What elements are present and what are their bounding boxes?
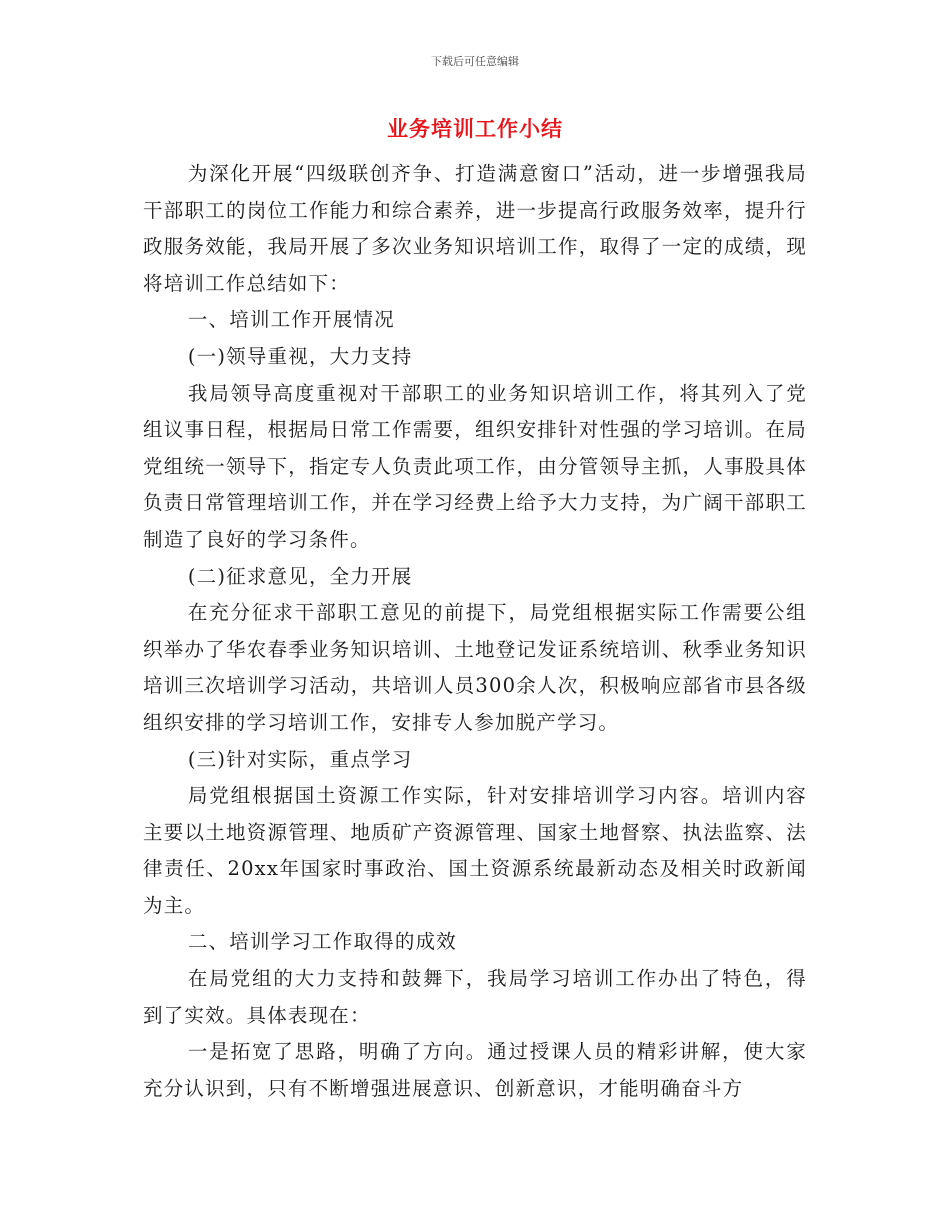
subsection-heading-1: (一)领导重视，大力支持 bbox=[187, 344, 413, 368]
header-note: 下载后可任意编辑 bbox=[431, 55, 519, 68]
section-heading-1: 一、培训工作开展情况 bbox=[187, 308, 395, 332]
paragraph-results: 在局党组的大力支持和鼓舞下，我局学习培训工作办出了特色，得到了实效。具体表现在： bbox=[143, 967, 807, 1027]
subsection-heading-2: (二)征求意见，全力开展 bbox=[187, 564, 413, 588]
paragraph-leadership: 我局领导高度重视对干部职工的业务知识培训工作，将其列入了党组议事日程，根据局日常工作需要，组织安排针对性强的学习培训。在局党组统一领导下，指定专人负责此项工作，由分管领导主抓，人事股具体负责日常管理培训工作，并在学习经费上给予大力支持，为广阔干部职工制造了良好的学习条件。 bbox=[143, 381, 807, 551]
paragraph-point-one: 一是拓宽了思路，明确了方向。通过授课人员的精彩讲解，使大家充分认识到，只有不断增强进展意识、创新意识，才能明确奋斗方 bbox=[143, 1040, 807, 1100]
paragraph-opinions: 在充分征求干部职工意见的前提下，局党组根据实际工作需要公组织举办了华农春季业务知识培训、土地登记发证系统培训、秋季业务知识培训三次培训学习活动，共培训人员300余人次，积极响应部省市县各级组织安排的学习培训工作，安排专人参加脱产学习。 bbox=[143, 601, 807, 734]
paragraph-focus: 局党组根据国土资源工作实际，针对安排培训学习内容。培训内容主要以土地资源管理、地质矿产资源管理、国家土地督察、执法监察、法律责任、20xx年国家时事政治、国土资源系统最新动态及相关时政新闻为主。 bbox=[143, 784, 807, 917]
paragraph-intro: 为深化开展“四级联创齐争、打造满意窗口”活动，进一步增强我局干部职工的岗位工作能力和综合素养，进一步提高行政服务效率，提升行政服务效能，我局开展了多次业务知识培训工作，取得了一定的成绩，现将培训工作总结如下： bbox=[143, 162, 807, 295]
subsection-heading-3: (三)针对实际，重点学习 bbox=[187, 747, 413, 771]
document-body bbox=[143, 156, 807, 1107]
section-heading-2: 二、培训学习工作取得的成效 bbox=[187, 930, 457, 954]
document-title: 业务培训工作小结 bbox=[387, 117, 563, 141]
